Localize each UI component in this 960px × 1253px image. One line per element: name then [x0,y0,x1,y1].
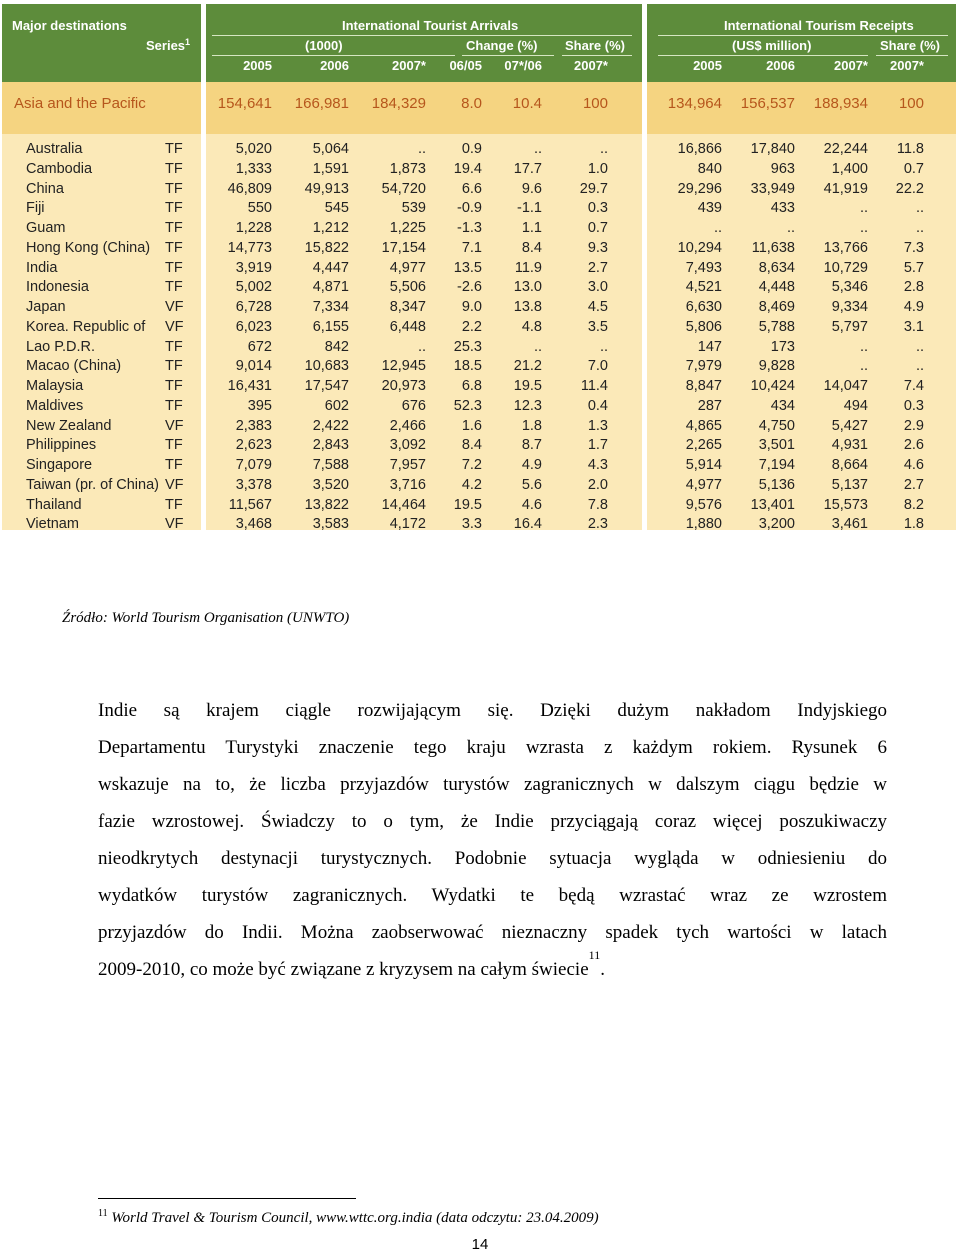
cell-value: 5,064 [312,141,349,157]
cell-value: 9.3 [587,239,608,256]
footnote-separator [98,1198,356,1199]
cell-value: 12,945 [381,358,426,375]
cell-value: 8.2 [903,496,924,513]
country-name: New Zealand [26,417,112,434]
cell-value: 7,334 [312,299,349,315]
cell-value: 173 [770,338,795,355]
cell-value: 19.4 [453,160,482,177]
cell-value: 2.6 [903,437,924,454]
cell-value: 5,002 [235,279,272,296]
cell-value: -2.6 [457,279,482,296]
series-code: TF [165,437,183,454]
cell-value: 13,822 [304,496,349,513]
country-name: Malaysia [26,378,84,394]
cell-value: 1.8 [903,516,924,533]
header-destinations: Major destinations [12,18,127,33]
header-year: 2006 [766,58,795,73]
header-rule [462,55,554,56]
cell-value: 4,448 [758,279,795,296]
cell-value: 7,588 [312,457,349,473]
cell-value: 2,265 [685,437,722,454]
series-code: TF [165,220,183,236]
cell-value: 1.7 [587,437,608,454]
cell-value: 10,729 [823,259,868,276]
cell-value: 17.7 [513,160,542,177]
cell-value: 2.7 [903,476,924,493]
cell-value: 434 [770,397,795,414]
region-value: 188,934 [813,95,868,112]
cell-value: 2.0 [587,476,608,493]
cell-value: 6,155 [312,318,349,335]
country-name: Guam [26,220,66,236]
cell-value: 4.2 [461,476,482,493]
cell-value: .. [915,200,924,217]
paragraph-line: wskazuje na to, że liczba przyjazdów turystów zagranicznych w dalszym ciągu będzie w [98,774,887,795]
country-name: Macao (China) [26,358,122,375]
cell-value: 147 [697,338,722,355]
body-paragraph [98,692,887,988]
header-year: 2006 [320,58,349,73]
header-year: 2007* [392,58,426,73]
cell-value: 4,750 [758,417,795,434]
cell-value: 3,468 [235,516,272,533]
cell-value: 4.3 [587,457,608,473]
cell-value: 17,840 [750,141,795,157]
country-name: Cambodia [26,160,93,177]
country-name: Japan [26,299,66,315]
cell-value: 4.9 [903,299,924,315]
series-code: TF [165,457,183,473]
cell-value: 15,573 [823,496,868,513]
cell-value: 5,797 [831,318,868,335]
country-name: Vietnam [26,516,79,533]
cell-value: 16,866 [677,141,722,157]
cell-value: 2,623 [235,437,272,454]
country-name: Hong Kong (China) [26,239,151,256]
paragraph-line: Departamentu Turystyki znaczenie tego kraju wzrasta z każdym rokiem. Rysunek 6 [98,737,887,758]
cell-value: 1,212 [312,220,349,236]
cell-value: .. [713,220,722,236]
cell-value: 494 [843,397,868,414]
cell-value: 22.2 [895,180,924,197]
cell-value: 2,422 [312,417,349,434]
cell-value: .. [599,141,608,157]
cell-value: 4.8 [521,318,542,335]
cell-value: .. [417,141,426,157]
cell-value: 672 [247,338,272,355]
cell-value: 1.3 [587,417,608,434]
cell-value: 16,431 [227,378,272,394]
region-value: 154,641 [217,95,272,112]
paragraph-line: fazie wzrostowej. Świadczy to o tym, że Indie przyciągają coraz więcej poszukiwaczy [98,811,887,832]
header-year: 2005 [243,58,272,73]
cell-value: 3.1 [903,318,924,335]
cell-value: 18.5 [453,358,482,375]
cell-value: 13.0 [513,279,542,296]
series-code: VF [165,516,184,533]
header-year: 2007* [890,58,924,73]
country-name: Philippines [26,437,97,454]
cell-value: 6,023 [235,318,272,335]
cell-value: 9.0 [461,299,482,315]
cell-value: 7,194 [758,457,795,473]
cell-value: 21.2 [513,358,542,375]
cell-value: 840 [697,160,722,177]
cell-value: 6,448 [389,318,426,335]
country-name: Maldives [26,397,84,414]
cell-value: 1,873 [389,160,426,177]
cell-value: 2,383 [235,417,272,434]
region-value: 156,537 [740,95,795,112]
cell-value: 11.8 [896,141,924,157]
cell-value: 4,871 [312,279,349,296]
cell-value: 0.7 [903,160,924,177]
footnote-number: 11 [98,1208,108,1219]
column-separator [642,4,647,530]
column-separator [201,4,206,530]
cell-value: 1.1 [521,220,542,236]
header-year: 2007* [834,58,868,73]
header-rule [658,35,948,36]
cell-value: 5,788 [758,318,795,335]
cell-value: 1.0 [587,160,608,177]
cell-value: 12.3 [513,397,542,414]
region-value: 166,981 [294,95,349,112]
cell-value: 11,638 [751,239,795,256]
cell-value: 3,200 [758,516,795,533]
series-code: TF [165,279,183,296]
series-code: TF [165,141,183,157]
cell-value: 25.3 [453,338,482,355]
series-code: VF [165,417,184,434]
cell-value: 14,773 [227,239,272,256]
cell-value: 550 [247,200,272,217]
country-name: Australia [26,141,83,157]
cell-value: 10,294 [677,239,722,256]
country-name: Thailand [26,496,82,513]
cell-value: 4.9 [521,457,542,473]
paragraph-line: wydatków turystów zagranicznych. Wydatki te będą wzrastać wraz ze wzrostem [98,885,887,906]
cell-value: 4,447 [312,259,349,276]
header-rule [562,55,632,56]
cell-value: 4,977 [389,259,426,276]
cell-value: 7,079 [235,457,272,473]
header-year: 2007* [574,58,608,73]
cell-value: 19.5 [453,496,482,513]
country-name: India [26,259,58,276]
country-name: Lao P.D.R. [26,338,96,355]
cell-value: 602 [324,397,349,414]
series-code: TF [165,496,183,513]
cell-value: 16.4 [513,516,542,533]
cell-value: 963 [770,160,795,177]
header-receipts-unit: (US$ million) [732,38,812,53]
series-code: TF [165,397,183,414]
cell-value: .. [599,338,608,355]
cell-value: 8.4 [461,437,482,454]
region-label: Asia and the Pacific [14,95,146,112]
cell-value: 3,520 [312,476,349,493]
cell-value: 2.2 [461,318,482,335]
region-value: 184,329 [371,95,426,112]
cell-value: 10,683 [304,358,349,375]
cell-value: 7.4 [903,378,924,394]
header-rule [212,35,632,36]
cell-value: 5,427 [831,417,868,434]
cell-value: 17,547 [304,378,349,394]
cell-value: 4,931 [831,437,868,454]
series-code: TF [165,259,183,276]
cell-value: .. [915,358,924,375]
country-name: Fiji [26,200,45,217]
header-year: 2005 [693,58,722,73]
cell-value: 3.0 [587,279,608,296]
cell-value: 11,567 [228,496,272,513]
cell-value: 29,296 [677,180,722,197]
page-number: 14 [471,1236,489,1253]
header-receipts-title: International Tourism Receipts [724,18,914,33]
header-rule [212,55,455,56]
cell-value: 439 [697,200,722,217]
region-value: 100 [898,95,924,112]
cell-value: 8,469 [758,299,795,315]
cell-value: 13.8 [513,299,542,315]
country-name: China [26,180,64,197]
header-rule [876,55,948,56]
cell-value: 4,865 [685,417,722,434]
cell-value: 33,949 [750,180,795,197]
cell-value: 3,092 [389,437,426,454]
cell-value: 5,914 [685,457,722,473]
cell-value: 3,501 [758,437,795,454]
series-code: TF [165,180,183,197]
cell-value: 9,014 [235,358,272,375]
cell-value: 842 [324,338,349,355]
cell-value: 1,333 [235,160,272,177]
cell-value: 0.4 [587,397,608,414]
cell-value: 15,822 [304,239,349,256]
cell-value: 1,880 [685,516,722,533]
cell-value: 3,919 [235,259,272,276]
cell-value: 1,591 [312,160,349,177]
cell-value: 433 [770,200,795,217]
country-name: Singapore [26,457,93,473]
cell-value: 7,979 [685,358,722,375]
header-rule [658,55,868,56]
tourism-statistics-table [2,4,956,533]
cell-value: 11.4 [580,378,608,394]
cell-value: 0.3 [903,397,924,414]
cell-value: .. [786,220,795,236]
cell-value: 8,664 [831,457,868,473]
cell-value: 14,464 [381,496,426,513]
cell-value: 4.6 [521,496,542,513]
cell-value: 1.6 [461,417,482,434]
cell-value: 8.7 [521,437,542,454]
cell-value: 8,347 [389,299,426,315]
cell-value: 545 [324,200,349,217]
cell-value: 2.8 [903,279,924,296]
cell-value: 0.7 [587,220,608,236]
series-code: TF [165,358,183,375]
cell-value: .. [533,141,542,157]
cell-value: 4,977 [685,476,722,493]
cell-value: 52.3 [453,397,482,414]
header-arrivals-unit: (1000) [305,38,343,53]
cell-value: 54,720 [381,180,426,197]
series-code: TF [165,239,183,256]
cell-value: 9,828 [758,358,795,375]
cell-value: 4,521 [685,279,722,296]
cell-value: 7,493 [685,259,722,276]
paragraph-line: nieodkrytych destynacji turystycznych. Podobnie sytuacja wygląda w odniesieniu do [98,848,887,869]
cell-value: 41,919 [823,180,868,197]
cell-value: 6.8 [461,378,482,394]
cell-value: 7,957 [389,457,426,473]
cell-value: 13.5 [453,259,482,276]
header-change: Change (%) [466,38,538,53]
cell-value: 6,630 [685,299,722,315]
cell-value: 8,847 [685,378,722,394]
cell-value: 5,506 [389,279,426,296]
cell-value: 2.3 [587,516,608,533]
cell-value: 7.0 [587,358,608,375]
cell-value: 4.5 [587,299,608,315]
cell-value: 5.7 [903,259,924,276]
cell-value: 9,576 [685,496,722,513]
cell-value: 5,020 [235,141,272,157]
cell-value: 0.3 [587,200,608,217]
cell-value: 0.9 [461,141,482,157]
country-name: Indonesia [26,279,89,296]
cell-value: .. [859,338,868,355]
header-receipts-share: Share (%) [880,38,940,53]
cell-value: 5,806 [685,318,722,335]
cell-value: .. [915,338,924,355]
cell-value: 1,225 [389,220,426,236]
cell-value: 395 [247,397,272,414]
cell-value: 11.9 [514,259,542,276]
cell-value: 46,809 [227,180,272,197]
cell-value: 6,728 [235,299,272,315]
cell-value: 4.6 [903,457,924,473]
cell-value: 1.8 [521,417,542,434]
paragraph-line: przyjazdów do Indii. Można zaobserwować nieznaczny spadek tych wartości w latach [98,922,887,943]
cell-value: 3.5 [587,318,608,335]
cell-value: 2.7 [587,259,608,276]
cell-value: 7.2 [461,457,482,473]
cell-value: -0.9 [457,200,482,217]
cell-value: 3,583 [312,516,349,533]
cell-value: 20,973 [381,378,426,394]
paragraph-line: Indie są krajem ciągle rozwijającym się. Dzięki dużym nakładom Indyjskiego [98,700,887,721]
region-value: 10.4 [512,95,542,112]
cell-value: 10,424 [750,378,795,394]
cell-value: 2.9 [903,417,924,434]
cell-value: 3,378 [235,476,272,493]
cell-value: 13,401 [750,496,795,513]
cell-value: .. [915,220,924,236]
cell-value: 5.6 [521,476,542,493]
cell-value: -1.3 [457,220,482,236]
footnote: $^{11}$ World Travel & Tourism Council, www.wttc.org.india (data odczytu: 23.04.2009) [98,1208,599,1226]
footnote-reference[interactable]: 11 [588,948,601,962]
cell-value: 539 [401,200,426,217]
region-value: 8.0 [461,95,482,112]
cell-value: .. [859,220,868,236]
region-value: 134,964 [667,95,722,112]
series-code: TF [165,160,183,177]
header-share: Share (%) [565,38,625,53]
cell-value: .. [417,338,426,355]
cell-value: 5,136 [758,476,795,493]
cell-value: 3,716 [389,476,426,493]
series-code: VF [165,318,184,335]
cell-value: 29.7 [579,180,608,197]
country-name: Korea. Republic of [26,318,146,335]
region-value: 100 [582,95,608,112]
country-name: Taiwan (pr. of China) [26,476,159,493]
cell-value: 2,843 [312,437,349,454]
series-code: VF [165,476,184,493]
cell-value: 3,461 [831,516,868,533]
figure-source-caption: Źródło: World Tourism Organisation (UNWTO) [62,610,350,626]
cell-value: 2,466 [389,417,426,434]
cell-value: 287 [697,397,722,414]
cell-value: 49,913 [304,180,349,197]
cell-value: 13,766 [823,239,868,256]
cell-value: .. [859,358,868,375]
cell-value: 7.3 [903,239,924,256]
cell-value: 1,400 [831,160,868,177]
cell-value: 8.4 [521,239,542,256]
cell-value: 4,172 [389,516,426,533]
header-year: 06/05 [449,58,482,73]
cell-value: 17,154 [381,239,426,256]
series-code: TF [165,378,183,394]
cell-value: -1.1 [517,200,542,217]
cell-value: .. [859,200,868,217]
cell-value: 8,634 [758,259,795,276]
cell-value: 14,047 [823,378,868,394]
series-code: TF [165,200,183,217]
series-code: TF [165,338,183,355]
cell-value: 5,346 [831,279,868,296]
cell-value: 7.1 [461,239,482,256]
header-arrivals-title: International Tourist Arrivals [342,18,519,33]
cell-value: 9.6 [521,180,542,197]
header-series: Series$^1$ [146,37,191,53]
cell-value: 9,334 [831,299,868,315]
cell-value: 676 [401,397,426,414]
series-code: VF [165,299,184,315]
paragraph-last-line: 2009-2010, co może być związane z kryzysem na całym świecie$^{11}$. [98,948,605,980]
header-year: 07*/06 [504,58,542,73]
cell-value: .. [533,338,542,355]
cell-value: 6.6 [461,180,482,197]
cell-value: 22,244 [823,141,868,157]
cell-value: 3.3 [461,516,482,533]
cell-value: 7.8 [587,496,608,513]
cell-value: 1,228 [235,220,272,236]
cell-value: 19.5 [513,378,542,394]
cell-value: 5,137 [831,476,868,493]
